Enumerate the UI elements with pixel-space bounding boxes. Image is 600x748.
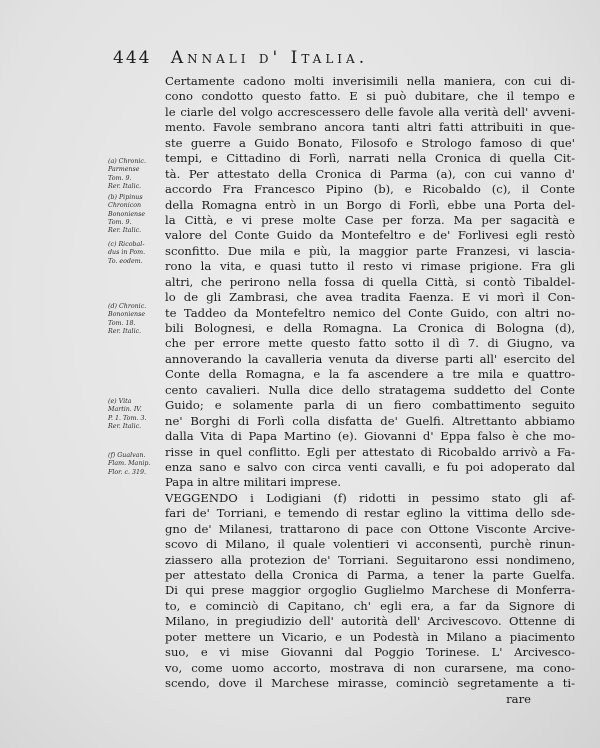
text-line: gno de' Milanesi, trattarono di pace con Ottone Visconte Arcive- — [165, 521, 575, 536]
text-line: mento. Favole sembrano ancora tanti altri fatti attribuiti in que- — [165, 120, 575, 135]
text-line: che per errore mette questo fatto sotto il dì 7. di Giugno, va — [165, 336, 575, 351]
marginal-note-e: (e) Vita Martin. IV. P. 1. Tom. 3. Rer. Italic. — [108, 398, 147, 430]
text-line: poter mettere un Vicario, e un Podestà in Milano a piacimento — [165, 629, 575, 644]
text-line: enza sano e salvo con circa venti cavalli, e fu poi adoperato dal — [165, 459, 575, 474]
text-line: tà. Per attestato della Cronica di Parma (a), con cui vanno d' — [165, 166, 575, 181]
text-line: valore del Conte Guido da Montefeltro e de' Forlivesi egli restò — [165, 228, 575, 243]
marginal-note-a: (a) Chronic. Parmense Tom. 9. Rer. Italic. — [108, 158, 146, 190]
text-line: sconfitto. Due mila e più, la maggior parte Franzesi, vi lascia- — [165, 243, 575, 258]
text-line: scovo di Milano, il quale volentieri vi acconsentì, purchè rinun- — [165, 537, 575, 552]
text-line: per attestato della Cronica di Parma, a tener la parte Guelfa. — [165, 568, 575, 582]
text-line: vo, come uomo accorto, mostrava di non curarsene, ma cono- — [165, 660, 575, 675]
text-line: scendo, dove il Marchese mirasse, cominciò segretamente a ti- — [165, 676, 575, 691]
text-line: Papa in altre militari imprese. — [165, 475, 342, 490]
running-title: Annali d' Italia. — [170, 48, 369, 68]
text-line: Di qui prese maggior orgoglio Guglielmo Marchese di Monferra- — [165, 583, 575, 598]
text-line: VEGGENDO i Lodigiani (f) ridotti in pessimo stato gli af- — [165, 490, 575, 505]
text-line: bili Bolognesi, e della Romagna. La Cronica di Bologna (d), — [165, 321, 575, 335]
text-line: cento cavalieri. Nulla dice dello stratagema suddetto del Conte — [165, 382, 575, 397]
marginal-note-b: (b) Pipinus Chronicon Bononiense Tom. 9. Rer. Italic. — [108, 194, 146, 235]
text-line: accordo Fra Francesco Pipino (b), e Ricobaldo (c), il Conte — [165, 182, 575, 197]
text-line: ziassero alla protezion de' Torriani. Seguitarono essi nondimeno, — [165, 552, 575, 567]
text-line: risse in quel conflitto. Egli per attestato di Ricobaldo arrivò a Fa- — [165, 444, 575, 459]
marginal-notes — [108, 0, 164, 748]
text-line: ne' Borghi di Forlì colla disfatta de' Guelfi. Altrettanto abbiamo — [165, 413, 575, 428]
text-line: lo de gli Zambrasi, che avea tradita Faenza. E vi morì il Con- — [165, 290, 575, 305]
text-line: Milano, in pregiudizio dell' autorità dell' Arcivescovo. Ottenne di — [165, 614, 575, 629]
text-line: altri, che perirono nella fossa di quella Città, si contò Tibaldel- — [165, 274, 575, 289]
text-line: tempi, e Cittadino di Forlì, narrati nella Cronica di quella Cit- — [165, 151, 575, 166]
text-line: suo, e vi mise Giovanni dal Poggio Torinese. L' Arcivesco- — [165, 645, 575, 660]
text-line: te Taddeo da Montefeltro nemico del Conte Guido, con altri no- — [165, 305, 575, 320]
text-line: Conte della Romagna, e la fa ascendere a tre mila e quattro- — [165, 367, 575, 382]
page-header — [113, 48, 573, 72]
marginal-note-f: (f) Gualvan. Flam. Manip. Flor. c. 319. — [108, 452, 151, 476]
marginal-note-d: (d) Chronic. Bononiense Tom. 18. Rer. Italic. — [108, 303, 147, 335]
text-line: fari de' Torriani, e temendo di restar eglino la vittima dello sde- — [165, 506, 575, 521]
text-line: annoverando la cavalleria venuta da diverse parti all' esercito del — [165, 351, 575, 366]
text-line: Guido; e solamente parla di un fiero combattimento seguito — [165, 398, 575, 413]
text-line: ste guerre a Guido Bonato, Filosofo e Strologo famoso di que' — [165, 135, 575, 150]
text-line: dalla Vita di Papa Martino (e). Giovanni d' Eppa falso è che mo- — [165, 429, 575, 444]
text-line: rono la vita, e quasi tutto il resto vi rimase prigione. Fra gli — [165, 259, 575, 274]
page-number: 444 — [113, 48, 152, 68]
text-line: la Città, e vi prese molte Case per forza. Ma per sagacità e — [165, 212, 575, 227]
text-line: della Romagna entrò in un Borgo di Forlì, ebbe una Porta del- — [165, 197, 575, 212]
text-line: to, e cominciò di Capitano, ch' egli era, a far da Signore di — [165, 598, 575, 613]
main-text — [165, 74, 575, 707]
catchword: rare — [506, 691, 531, 706]
text-line: le ciarle del volgo accrescessero delle favole alla verità dell' avveni- — [165, 104, 575, 119]
text-line: Certamente cadono molti inverisimili nella maniera, con cui di- — [165, 74, 575, 88]
text-line: cono condotto questo fatto. E si può dubitare, che il tempo e — [165, 89, 575, 104]
marginal-note-c: (c) Ricobal- dus in Pom. To. eodem. — [108, 241, 146, 265]
